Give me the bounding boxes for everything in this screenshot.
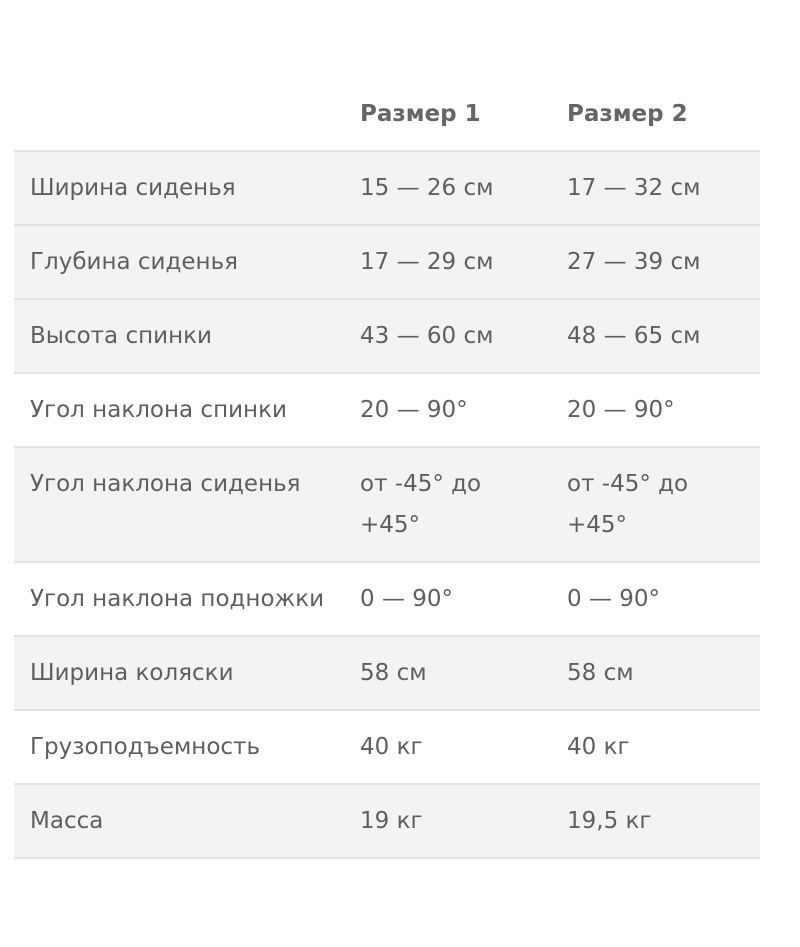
row-size-2-value: 27 — 39 см — [551, 225, 760, 299]
row-size-2-value: 20 — 90° — [551, 373, 760, 447]
row-size-1-value: 58 см — [344, 636, 551, 710]
table-row-seat-angle — [14, 447, 760, 562]
row-size-2-value: от -45° до +45° — [551, 447, 760, 562]
table-header-row — [14, 78, 760, 151]
row-label: Масса — [14, 784, 344, 858]
table-row-back-height — [14, 299, 760, 373]
table-row-footrest-angle — [14, 562, 760, 636]
header-size-1: Размер 1 — [344, 78, 551, 151]
row-label: Ширина коляски — [14, 636, 344, 710]
row-label: Угол наклона подножки — [14, 562, 344, 636]
table-row-back-angle — [14, 373, 760, 447]
row-size-1-value: от -45° до +45° — [344, 447, 551, 562]
row-label: Угол наклона спинки — [14, 373, 344, 447]
row-size-1-value: 17 — 29 см — [344, 225, 551, 299]
table-row-seat-depth — [14, 225, 760, 299]
row-label: Высота спинки — [14, 299, 344, 373]
row-label: Грузоподъемность — [14, 710, 344, 784]
row-size-2-value: 19,5 кг — [551, 784, 760, 858]
row-size-1-value: 19 кг — [344, 784, 551, 858]
row-size-1-value: 0 — 90° — [344, 562, 551, 636]
row-size-2-value: 48 — 65 см — [551, 299, 760, 373]
spec-table — [14, 78, 760, 859]
row-size-2-value: 58 см — [551, 636, 760, 710]
row-label: Угол наклона сиденья — [14, 447, 344, 562]
table-row-weight — [14, 784, 760, 858]
row-size-2-value: 17 — 32 см — [551, 151, 760, 225]
table-row-stroller-width — [14, 636, 760, 710]
row-size-1-value: 15 — 26 см — [344, 151, 551, 225]
row-label: Ширина сиденья — [14, 151, 344, 225]
row-size-1-value: 40 кг — [344, 710, 551, 784]
header-size-2: Размер 2 — [551, 78, 760, 151]
row-size-1-value: 43 — 60 см — [344, 299, 551, 373]
row-label: Глубина сиденья — [14, 225, 344, 299]
table-row-load-capacity — [14, 710, 760, 784]
header-empty — [14, 78, 344, 151]
row-size-2-value: 0 — 90° — [551, 562, 760, 636]
row-size-1-value: 20 — 90° — [344, 373, 551, 447]
row-size-2-value: 40 кг — [551, 710, 760, 784]
table-row-seat-width — [14, 151, 760, 225]
